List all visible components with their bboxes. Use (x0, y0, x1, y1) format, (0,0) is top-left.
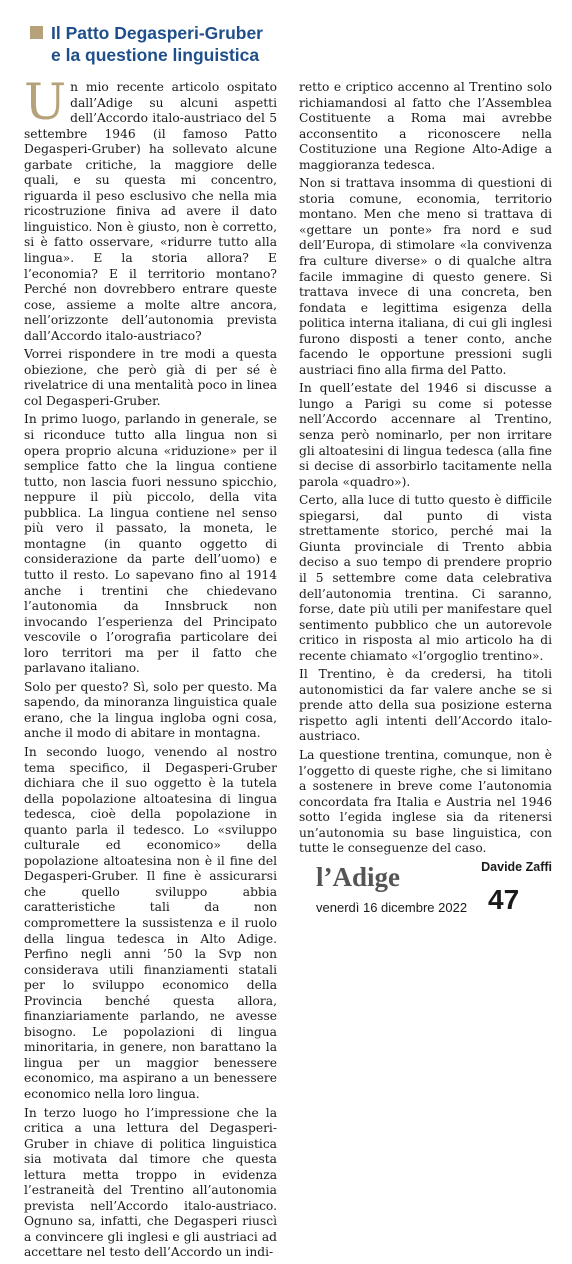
paragraph: Solo per questo? Sì, solo per questo. Ma sapendo, da minoranza linguistica quale erano, che la lingua ingloba ogni cosa, anche il modo di abitare in montagna. (24, 679, 277, 741)
paragraph: In terzo luogo ho l’impressione che la critica a una lettura del Degasperi-Gruber in chiave di politica linguistica sia motivata dal timore che questa lettura metta troppo in evidenza l’estraneità del Trentino all’autonomia prevista nell’Accordo italo-austriaco. Ognuno sa, infatti, che Degasperi riuscì a convincere gli inglesi e gli austriaci ad accettare nel testo dell’Accordo un indi- (24, 1105, 277, 1260)
paragraph: retto e criptico accenno al Trentino solo richiamandosi al fatto che l’Assemblea Costituente a Roma mai avrebbe acconsentito a riconoscere nella Costituzione una Regione Alto-Adige a maggioranza tedesca. (299, 80, 552, 172)
paragraph: La questione trentina, comunque, non è l’oggetto di queste righe, che si limitano a sostenere in breve come l’autonomia concordata fra Italia e Austria nel 1946 sotto l’egida inglese sia da ritenersi un’autonomia su base linguistica, con tutte le conseguenze del caso. (299, 747, 552, 856)
drop-cap: U (24, 73, 67, 131)
paragraph: Certo, alla luce di tutto questo è difficile spiegarsi, dal punto di vista strettamente storico, perché mai la Giunta provinciale di Trento abbia deciso a suo tempo di prendere proprio il 5 settembre come data celebrativa dell’autonomia trentina. Ci saranno, forse, date più utili per manifestare quel sentimento pubblico che un autorevole critico in risposta al mio articolo ha di recente chiamato «l’orgoglio trentino». (299, 493, 552, 663)
paragraph: Il Trentino, è da credersi, ha titoli autonomistici da far valere anche se si prende atto della sua posizione esterna rispetto agli intenti dell’Accordo italo-austriaco. (299, 667, 552, 744)
page-number: 47 (488, 884, 520, 915)
issue-date: venerdì 16 dicembre 2022 (316, 900, 468, 915)
paragraph: Vorrei rispondere in tre modi a questa obiezione, che però già di per sé è rivelatrice di una mentalità poco in linea col Degasperi-Gruber. (24, 347, 277, 408)
article-headline (30, 22, 290, 66)
paragraph: Non si trattava insomma di questioni di storia comune, economia, territorio montano. Men che meno si trattava di «gettare un ponte» fra nord e sud dell’Europa, di stimolare «la convivenza fra culture diverse» o di qualche altra facile immagine di questo genere. Si trattava invece di una concreta, ben fondata e legittima esigenza della politica interna italiana, di cui gli inglesi furono disposti a tener conto, anche facendo le opportune pressioni sugli austriaci fino alla firma del Patto. (299, 176, 552, 377)
author-signature: Davide Zaffi (481, 859, 552, 874)
headline-square-icon (30, 26, 43, 39)
newspaper-logo: l’Adige (316, 862, 400, 892)
paragraph: n mio recente articolo ospitato dall’Adige su alcuni aspetti dell’Accordo italo-austriaco del 5 settembre 1946 (il famoso Patto Degasperi-Gruber) ha sollevato alcune garbate critiche, la maggiore delle quali, e su questa mi concentro, riguarda il peso esclusivo che nella mia ricostruzione finiva ad avere il dato linguistico. Non è giusto, non è corretto, si è fatto osservare, «ridurre tutto alla lingua». E la storia allora? E l’economia? E il territorio montano? Perché non dovrebbero entrare queste cose, assieme a molte altre ancora, nell’orizzonte dell’autonomia prevista dall’Accordo italo-austriaco? (24, 80, 277, 343)
headline-line-2: e la questione linguistica (51, 45, 260, 65)
paragraph: In quell’estate del 1946 si discusse a lungo a Parigi su come si potesse nell’Accordo accennare al Trentino, senza però nominarlo, per non irritare gli altoatesini di lingua tedesca (alla fine si decise di assorbirlo tacitamente nella parola «quadro»). (299, 381, 552, 489)
article-column-1 (24, 73, 277, 1264)
paragraph: In primo luogo, parlando in generale, se si riconduce tutto alla lingua non si opera proprio alcuna «riduzione» per il semplice fatto che la lingua contiene tutto, non lascia fuori nessuno spicchio, neppure il più piccolo, della vita pubblica. La lingua contiene nel senso più vero il passato, la moneta, le montagne (in quanto oggetto di considerazione da parte dell’uomo) e tutto il resto. Lo sapevano fino al 1914 anche i trentini che chiedevano l’autonomia da Innsbruck non invocando l’esperienza del Principato vescovile o l’orografia particolare dei loro territori ma per il fatto che parlavano italiano. (24, 412, 277, 676)
paragraph: In secondo luogo, venendo al nostro tema specifico, il Degasperi-Gruber dichiara che il suo oggetto è la tutela della popolazione altoatesina di lingua tedesca, cioè della popolazione in quanto parla il tedesco. Lo «sviluppo culturale ed economico» della popolazione altoatesina non è il fine del Degasperi-Gruber. Il fine è assicurarsi che quello sviluppo abbia caratteristiche tali da non compromettere la sussistenza e il ruolo della lingua tedesca in Alto Adige. Perfino negli anni ’50 la Svp non considerava utili finanziamenti statali per lo sviluppo economico della Provincia benché questa allora, finanziariamente parlando, ne avesse bisogno. Le popolazioni di lingua minoritaria, in genere, non barattano la lingua per un maggior benessere economico, ma aspirano a un benessere economico nella loro lingua. (24, 744, 277, 1101)
article-column-2 (299, 80, 552, 875)
newspaper-masthead (316, 862, 536, 915)
headline-line-1: Il Patto Degasperi-Gruber (51, 23, 263, 43)
